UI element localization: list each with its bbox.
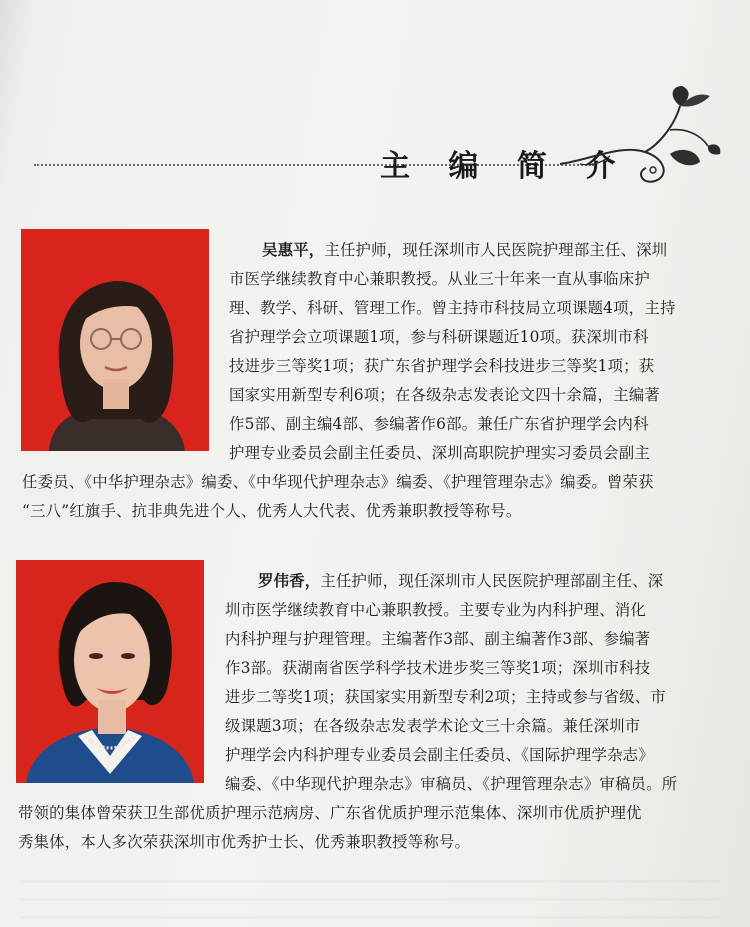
profile-2-line-2: 圳市医学继续教育中心兼职教授。主要专业为内科护理、消化 (225, 601, 646, 619)
profile-1-line-1: 吴惠平，主任护师，现任深圳市人民医院护理部主任、深圳 (262, 241, 668, 259)
profile-1-line-7: 作5部、副主编4部、参编著作6部。兼任广东省护理学会内科 (229, 415, 649, 433)
profile-2-line-7: 护理学会内科护理专业委员会副主任委员、《国际护理学杂志》 (225, 746, 654, 764)
profile-1-line-2: 市医学继续教育中心兼职教授。从业三十年来一直从事临床护 (229, 270, 650, 288)
profile-1-line-3: 理、教学、科研、管理工作。曾主持市科技局立项课题4项，主持 (229, 299, 676, 317)
profile-1-line-8: 护理专业委员会副主任委员、深圳高职院护理实习委员会副主 (229, 444, 650, 462)
profile-2-name: 罗伟香， (258, 572, 321, 590)
profile-2-line-6: 级课题3项；在各级杂志发表学术论文三十余篇。兼任深圳市 (225, 717, 641, 735)
page-title: 主 编 简 介 (380, 149, 630, 184)
profile-1-line-9: 任委员、《中华护理杂志》编委、《中华现代护理杂志》编委、《护理管理杂志》编委。曾荣获 (22, 473, 654, 491)
profile-2-line-5: 进步二等奖1项；获国家实用新型专利2项；主持或参与省级、市 (225, 688, 666, 706)
floral-ornament (550, 84, 730, 194)
portrait-photo-1 (21, 229, 209, 451)
profile-1-line-4: 省护理学会立项课题1项，参与科研课题近10项。获深圳市科 (229, 328, 649, 346)
profile-2-line-1: 罗伟香，主任护师，现任深圳市人民医院护理部副主任、深 (258, 572, 664, 590)
profile-2-line-10: 秀集体，本人多次荣获深圳市优秀护士长、优秀兼职教授等称号。 (18, 833, 471, 851)
profile-2-line-8: 编委、《中华现代护理杂志》审稿员、《护理管理杂志》审稿员。所 (225, 775, 678, 793)
profile-2-line-4: 作3部。获湖南省医学科学技术进步奖三等奖1项；深圳市科技 (225, 659, 651, 677)
profile-1-line-5: 技进步三等奖1项；获广东省护理学会科技进步三等奖1项；获 (229, 357, 655, 375)
profile-1-line-6: 国家实用新型专利6项；在各级杂志发表论文四十余篇，主编著 (229, 386, 660, 404)
show-through-shadow (20, 880, 720, 920)
profile-1-line-10: “三八”红旗手、抗非典先进个人、优秀人大代表、优秀兼职教授等称号。 (22, 502, 522, 520)
profile-1-name: 吴惠平， (262, 241, 325, 259)
profile-2-line-3: 内科护理与护理管理。主编著作3部、副主编著作3部、参编著 (225, 630, 651, 648)
portrait-photo-2 (16, 560, 204, 783)
profile-2-line-9: 带领的集体曾荣获卫生部优质护理示范病房、广东省优质护理示范集体、深圳市优质护理优 (18, 804, 642, 822)
